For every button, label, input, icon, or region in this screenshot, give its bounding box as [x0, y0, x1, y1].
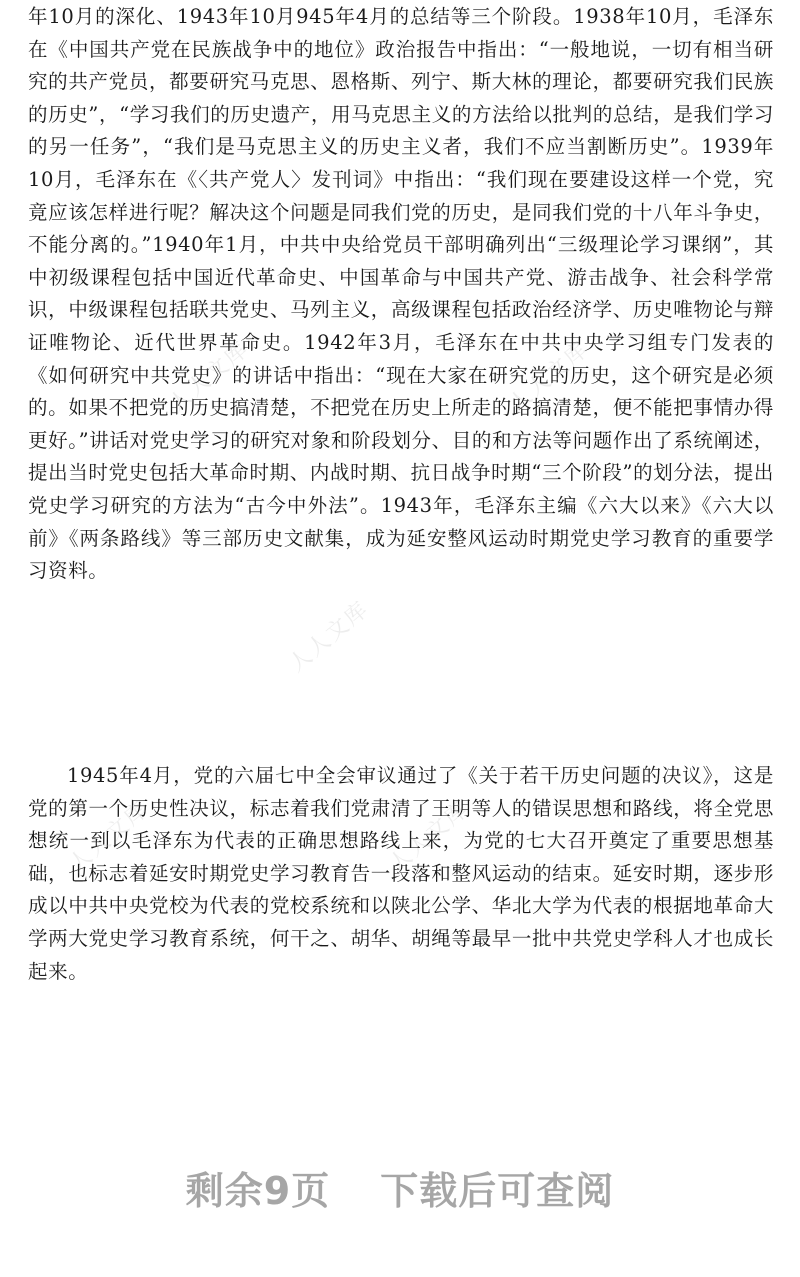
watermark-1: 人人文库: [164, 336, 255, 418]
download-hint-label[interactable]: 下载后可查阅: [380, 1169, 615, 1213]
watermark-4: 人人文库: [384, 796, 475, 878]
remaining-pages-label[interactable]: 剩余9页: [185, 1169, 331, 1213]
watermark-5: 人人文库: [284, 596, 375, 678]
watermark-3: 人人文库: [64, 796, 155, 878]
watermark-2: 人人文库: [504, 336, 595, 418]
download-prompt-banner[interactable]: [0, 1160, 800, 1215]
body-paragraph-2: 1945年4月，党的六届七中全会审议通过了《关于若干历史问题的决议》，这是党的第一个历史性决议，标志着我们党肃清了王明等人的错误思想和路线，将全党思想统一到以毛泽东为代表的正确思想路线上来，为党的七大召开奠定了重要思想基础，也标志着延安时期党史学习教育告一段落和整风运动的结束。延安时期，逐步形成以中共中央党校为代表的党校系统和以陕北公学、华北大学为代表的根据地革命大学两大党史学习教育系统，何干之、胡华、胡绳等最早一批中共党史学科人才也成长起来。: [28, 764, 774, 983]
body-paragraph-1: 年10月的深化、1943年10月945年4月的总结等三个阶段。1938年10月，毛泽东在《中国共产党在民族战争中的地位》政治报告中指出：“一般地说，一切有相当研究的共产党员，都要研究马克思、恩格斯、列宁、斯大林的理论，都要研究我们民族的历史”，“学习我们的历史遗产，用马克思主义的方法给以批判的总结，是我们学习的另一任务”，“我们是马克思主义的历史主义者，我们不应当割断历史”。1939年10月，毛泽东在《〈共产党人〉发刊词》中指出：“我们现在要建设这样一个党，究竟应该怎样进行呢？解决这个问题是同我们党的历史，是同我们党的十八年斗争史，不能分离的。”1940年1月，中共中央给党员干部明确列出“三级理论学习课纲”，其中初级课程包括中国近代革命史、中国革命与中国共产党、游击战争、社会科学常识，中级课程包括联共党史、马列主义，高级课程包括政治经济学、历史唯物论与辩证唯物论、近代世界革命史。1942年3月，毛泽东在中共中央学习组专门发表的《如何研究中共党史》的讲话中指出：“现在大家在研究党的历史，这个研究是必须的。如果不把党的历史搞清楚，不把党在历史上所走的路搞清楚，便不能把事情办得更好。”讲话对党史学习的研究对象和阶段划分、目的和方法等问题作出了系统阐述，提出当时党史包括大革命时期、内战时期、抗日战争时期“三个阶段”的划分法，提出党史学习研究的方法为“古今中外法”。1943年，毛泽东主编《六大以来》《六大以前》《两条路线》等三部历史文献集，成为延安整风运动时期党史学习教育的重要学习资料。: [28, 5, 774, 583]
